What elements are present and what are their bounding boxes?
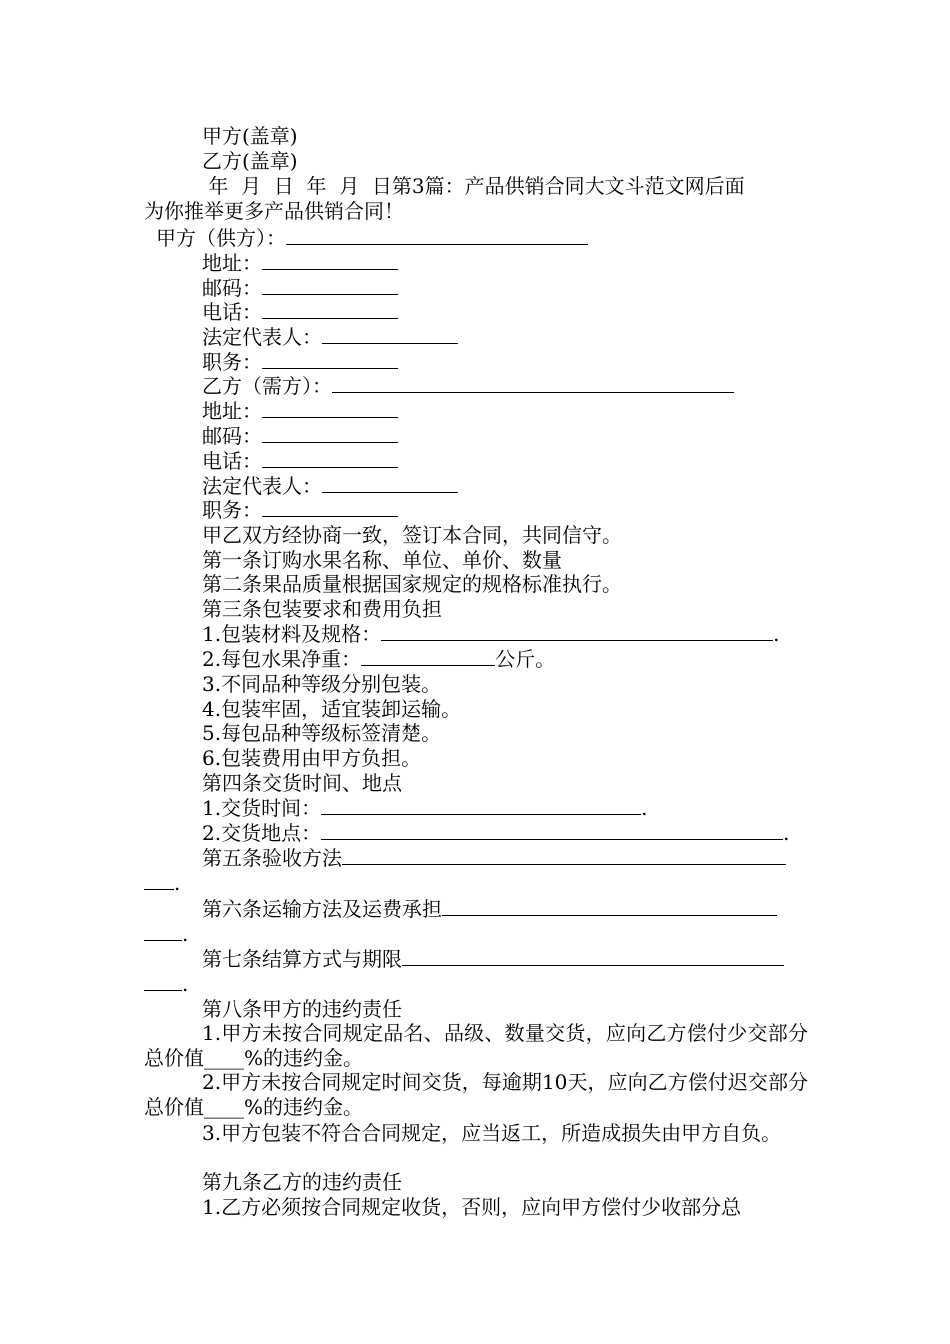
transport-method-blank (442, 897, 777, 916)
period: . (783, 821, 790, 845)
packing-item-1-label: 1.包装材料及规格： (202, 622, 382, 646)
address-label: 地址： (202, 399, 262, 423)
party-b-blank (332, 374, 734, 393)
packing-item-4: 4.包装牢固，适宜装卸运输。 (202, 697, 462, 721)
party-a-position-field (202, 350, 398, 375)
article-5-label: 第五条验收方法 (202, 846, 342, 870)
packing-material-blank (381, 622, 773, 641)
article-5 (202, 846, 786, 871)
party-b-label: 乙方（需方）： (202, 374, 332, 398)
period: . (182, 922, 189, 946)
delivery-place-field (202, 821, 789, 846)
article-4: 第四条交货时间、地点 (202, 771, 402, 795)
party-b-legal-rep-field (202, 474, 458, 499)
delivery-time-label: 1.交货时间： (202, 796, 322, 820)
party-b-address-field (202, 399, 398, 424)
article-5-continuation (144, 871, 180, 896)
article-7-label: 第七条结算方式与期限 (202, 947, 402, 971)
zip-label: 邮码： (202, 276, 262, 300)
zip-label: 邮码： (202, 424, 262, 448)
address-blank (262, 251, 398, 270)
position-blank (262, 498, 398, 517)
article-8-clause-2: 2.甲方未按合同规定时间交货，每逾期10天，应向乙方偿付迟交部分总价值____%的违约金。 (144, 1070, 808, 1119)
delivery-time-field (202, 796, 647, 821)
zip-blank (262, 276, 398, 295)
address-blank (262, 399, 398, 418)
legal-rep-label: 法定代表人： (202, 474, 322, 498)
party-b-position-field (202, 498, 398, 523)
phone-label: 电话： (202, 449, 262, 473)
zip-blank (262, 424, 398, 443)
article-8: 第八条甲方的违约责任 (202, 997, 402, 1021)
settlement-blank-cont (144, 972, 182, 991)
transport-method-blank-cont (144, 922, 182, 941)
party-b-seal-line: 乙方(盖章) (202, 149, 298, 173)
party-a-blank (286, 226, 588, 245)
acceptance-method-blank-cont (144, 871, 174, 890)
period: . (773, 622, 780, 646)
packing-item-3: 3.不同品种等级分别包装。 (202, 672, 442, 696)
article-3: 第三条包装要求和费用负担 (202, 597, 442, 621)
packing-item-1 (202, 622, 779, 647)
party-a-address-field (202, 251, 398, 276)
article-6 (202, 897, 777, 922)
article-1: 第一条订购水果名称、单位、单价、数量 (202, 548, 562, 572)
period: . (641, 796, 648, 820)
article-6-label: 第六条运输方法及运费承担 (202, 897, 442, 921)
settlement-blank (402, 947, 784, 966)
party-a-zip-field (202, 276, 398, 301)
acceptance-method-blank (342, 846, 786, 865)
article-8-clause-3: 3.甲方包装不符合合同规定，应当返工，所造成损失由甲方自负。 (202, 1121, 782, 1145)
article-2: 第二条果品质量根据国家规定的规格标准执行。 (202, 572, 622, 596)
weight-unit: 公斤。 (495, 647, 556, 671)
legal-rep-blank (322, 474, 458, 493)
article-7-continuation (144, 972, 188, 997)
address-label: 地址： (202, 251, 262, 275)
article-6-continuation (144, 922, 188, 947)
packing-item-5: 5.每包品种等级标签清楚。 (202, 721, 442, 745)
date-intro-line-2: 为你推举更多产品供销合同！ (144, 199, 404, 223)
position-label: 职务： (202, 498, 262, 522)
legal-rep-blank (322, 325, 458, 344)
packing-item-6: 6.包装费用由甲方负担。 (202, 746, 422, 770)
article-9: 第九条乙方的违约责任 (202, 1170, 402, 1194)
packing-item-2 (202, 647, 555, 672)
phone-blank (262, 300, 398, 319)
delivery-place-label: 2.交货地点： (202, 821, 322, 845)
party-a-label: 甲方（供方）： (156, 226, 286, 250)
legal-rep-label: 法定代表人： (202, 325, 322, 349)
position-blank (262, 350, 398, 369)
delivery-place-blank (321, 821, 783, 840)
position-label: 职务： (202, 350, 262, 374)
phone-blank (262, 449, 398, 468)
phone-label: 电话： (202, 300, 262, 324)
party-b-field (202, 374, 734, 399)
article-8-clause-1: 1.甲方未按合同规定品名、品级、数量交货，应向乙方偿付少交部分总价值____%的违约金。 (144, 1021, 808, 1070)
period: . (174, 871, 181, 895)
net-weight-blank (361, 647, 495, 666)
party-a-field (156, 226, 588, 251)
article-7 (202, 947, 784, 972)
party-a-seal-line: 甲方(盖章) (202, 124, 298, 148)
delivery-time-blank (321, 796, 641, 815)
date-intro-line-1: 年 月 日 年 月 日第3篇：产品供销合同大文斗范文网后面 (202, 174, 745, 198)
party-b-zip-field (202, 424, 398, 449)
period: . (182, 972, 189, 996)
party-b-phone-field (202, 449, 398, 474)
packing-item-2-label: 2.每包水果净重： (202, 647, 362, 671)
agreement-statement: 甲乙双方经协商一致，签订本合同，共同信守。 (202, 523, 622, 547)
article-9-clause-1: 1.乙方必须按合同规定收货，否则，应向甲方偿付少收部分总 (202, 1195, 742, 1219)
party-a-legal-rep-field (202, 325, 458, 350)
party-a-phone-field (202, 300, 398, 325)
